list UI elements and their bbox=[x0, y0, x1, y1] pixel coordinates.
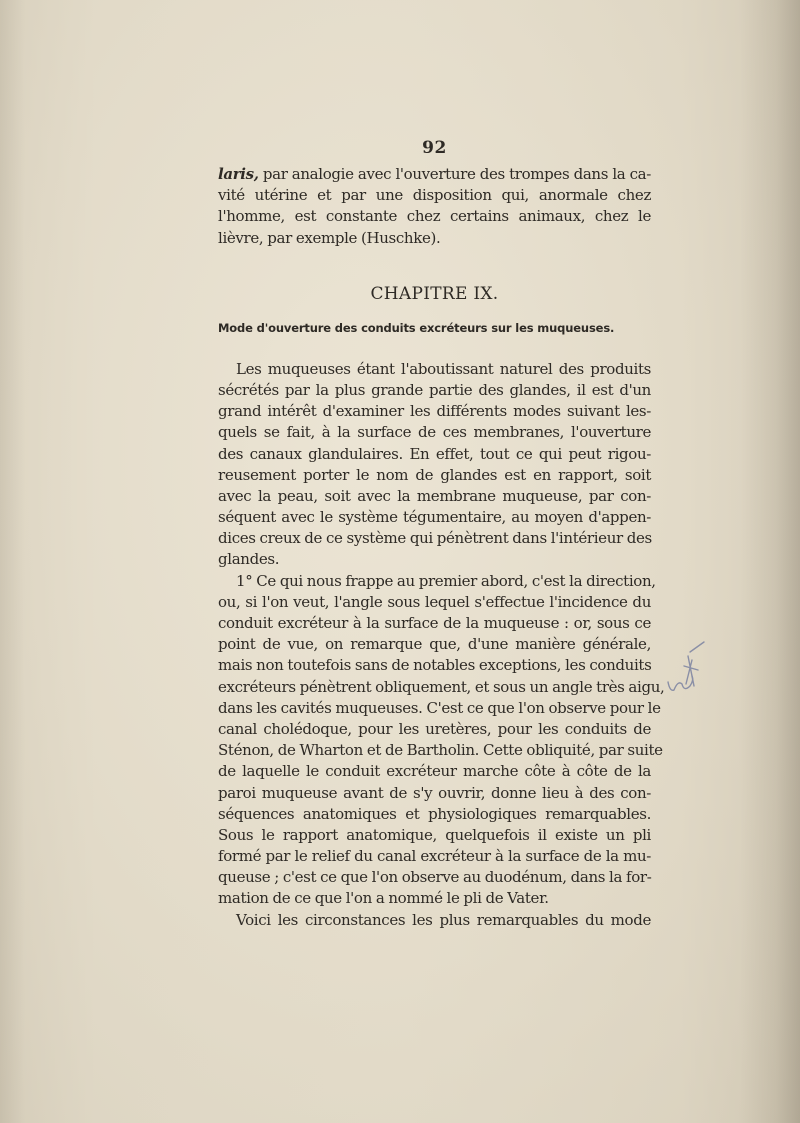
binding-shadow bbox=[0, 0, 25, 1123]
paragraph-1-line: reusement porter le nom de glandes est en rapport, soit bbox=[218, 465, 651, 484]
paragraph-1-line: Les muqueuses étant l'aboutissant naturel des produits bbox=[236, 359, 651, 378]
opening-paragraph bbox=[218, 164, 651, 249]
paragraph-2-line: point de vue, on remarque que, d'une manière générale, bbox=[218, 635, 651, 654]
paragraph-2-line: excréteurs pénètrent obliquement, et sous un angle très aigu, bbox=[218, 677, 665, 696]
opening-line-text: par analogie avec l'ouverture des trompes dans la ca- bbox=[258, 165, 651, 183]
text-block bbox=[218, 136, 665, 931]
paragraph-1-line: dices creux de ce système qui pénètrent dans l'intérieur des bbox=[218, 529, 652, 548]
page-edge-shadow bbox=[740, 0, 800, 1123]
paragraph-2-line: de laquelle le conduit excréteur marche côte à côte de la bbox=[218, 762, 651, 781]
opening-line bbox=[218, 185, 651, 206]
paragraph-1-line: des canaux glandulaires. En effet, tout ce qui peut rigou- bbox=[218, 444, 651, 463]
paragraph-2-line: conduit excréteur à la surface de la muqueuse : or, sous ce bbox=[218, 614, 651, 632]
paragraph-2-line: formé par le relief du canal excréteur à la surface de la mu- bbox=[218, 847, 651, 866]
opening-line bbox=[218, 206, 651, 227]
paragraph-2-line: ou, si l'on veut, l'angle sous lequel s'effectue l'incidence du bbox=[218, 592, 651, 611]
paragraph-2-line: séquences anatomiques et physiologiques remarquables. bbox=[218, 804, 651, 823]
paragraph-2-line: paroi muqueuse avant de s'y ouvrir, donne lieu à des con- bbox=[218, 783, 651, 802]
paragraph-2-line: mais non toutefois sans de notables exceptions, les conduits bbox=[218, 656, 652, 675]
page-number: 92 bbox=[422, 138, 447, 158]
paragraph-2 bbox=[218, 571, 665, 910]
paragraph-3 bbox=[218, 910, 651, 931]
chapter-title: CHAPITRE IX. bbox=[370, 283, 499, 304]
opening-line-text: vité utérine et par une disposition qui, anormale chez bbox=[218, 186, 651, 205]
paragraph-2-line: canal cholédoque, pour les uretères, pour les conduits de bbox=[218, 719, 651, 738]
paragraph-2-line: queuse ; c'est ce que l'on observe au duodénum, dans la for- bbox=[218, 868, 652, 887]
paragraph-1-line: quels se fait, à la surface de ces membranes, l'ouverture bbox=[218, 423, 651, 442]
paragraph-2-line: Sténon, de Wharton et de Bartholin. Cette obliquité, par suite bbox=[218, 741, 663, 760]
paragraph-1-line: grand intérêt d'examiner les différents modes suivant les- bbox=[218, 402, 651, 421]
opening-line bbox=[218, 228, 651, 249]
chapter-subtitle: Mode d'ouverture des conduits excréteurs sur les muqueuses. bbox=[218, 320, 615, 335]
pencil-mark-icon bbox=[664, 640, 712, 700]
italic-lead-word: laris, bbox=[218, 165, 259, 183]
pencil-annotation-mark bbox=[664, 640, 712, 700]
paragraph-1 bbox=[218, 359, 651, 571]
paragraph-1-line: glandes. bbox=[218, 550, 280, 569]
paragraph-1-line: séquent avec le système tégumentaire, au moyen d'appen- bbox=[218, 508, 651, 527]
paragraph-3-line: Voici les circonstances les plus remarquables du mode bbox=[236, 910, 651, 929]
opening-line bbox=[218, 164, 651, 185]
paragraph-2-line: 1° Ce qui nous frappe au premier abord, c'est la direction, bbox=[236, 571, 656, 590]
paragraph-1-line: avec la peau, soit avec la membrane muqueuse, par con- bbox=[218, 486, 651, 505]
paragraph-1-line: sécrétés par la plus grande partie des glandes, il est d'un bbox=[218, 380, 651, 399]
paragraph-2-line: dans les cavités muqueuses. C'est ce que l'on observe pour le bbox=[218, 698, 661, 717]
opening-line-text: lièvre, par exemple (Huschke). bbox=[218, 228, 441, 247]
opening-line-text: l'homme, est constante chez certains animaux, chez le bbox=[218, 207, 651, 226]
paragraph-2-line: mation de ce que l'on a nommé le pli de Vater. bbox=[218, 889, 549, 908]
paragraph-2-line: Sous le rapport anatomique, quelquefois il existe un pli bbox=[218, 825, 651, 844]
